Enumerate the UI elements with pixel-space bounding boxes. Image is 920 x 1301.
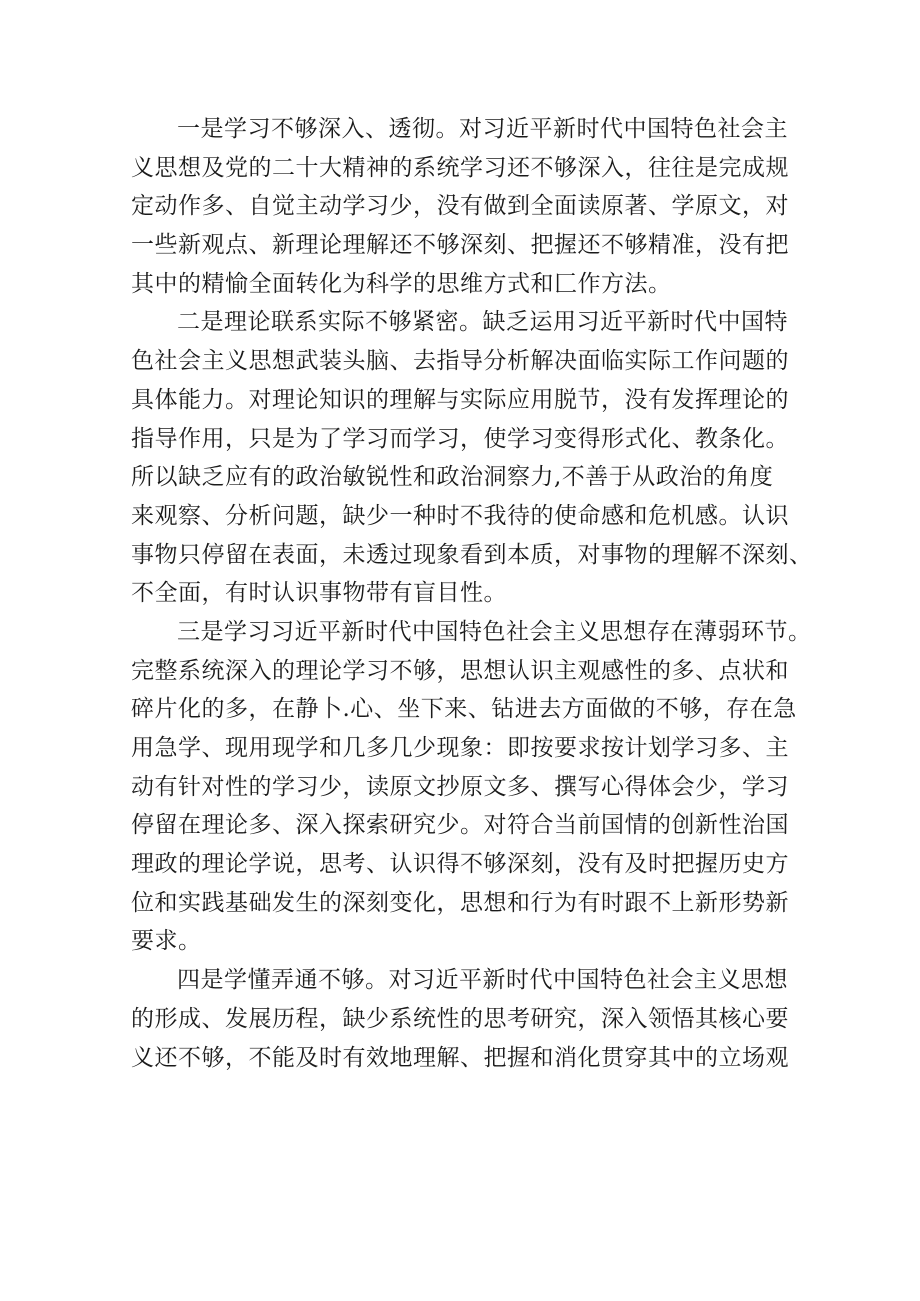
paragraph-line: 一是学习不够深入、透彻。对习近平新时代中国特色社会主 [177, 116, 788, 142]
paragraph-line: 具体能力。对理论知识的理解与实际应用脱节，没有发挥理论的 [131, 386, 789, 413]
paragraph-line: 其中的精愉全面转化为科学的思维方式和匚作方法。 [131, 270, 672, 297]
paragraph-2 [131, 303, 811, 613]
paragraph-4 [131, 961, 811, 1077]
paragraph-line: 四是学懂弄通不够。对习近平新时代中国特色社会主义思想 [177, 967, 788, 994]
paragraph-line: 停留在理论多、深入探索研究少。对符合当前国情的创新性治国 [131, 812, 789, 839]
paragraph-line: 二是理论联系实际不够紧密。缺乏运用习近平新时代中国特 [177, 309, 788, 336]
paragraph-line: 不全面，有时认识事物带有盲目性。 [131, 580, 507, 607]
paragraph-line: 义还不够，不能及时有效地理解、把握和消化贯穿其中的立场观 [131, 1044, 789, 1071]
paragraph-line: 色社会主义思想武装头脑、去指导分析解决面临实际工作问题的 [131, 348, 789, 375]
paragraph-line: 义思想及党的二十大精神的系统学习还不够深入，往往是完成规 [131, 154, 789, 181]
paragraph-line: 来观察、分析问题，缺少一种时不我待的使命感和危机感。认识 [131, 502, 789, 529]
paragraph-line: 三是学习习近平新时代中国特色社会主义思想存在薄弱环节。 [177, 618, 812, 645]
paragraph-line: 一些新观点、新理论理解还不够深刻、把握还不够精准，没有把 [131, 232, 789, 259]
paragraph-line: 位和实践基础发生的深刻变化，思想和行为有时跟不上新形势新 [131, 889, 789, 916]
paragraph-line: 碎片化的多，在静卜.心、坐下来、钻进去方面做的不够，存在急 [131, 696, 797, 723]
paragraph-line: 要求。 [131, 928, 202, 955]
paragraph-line: 事物只停留在表面，未透过现象看到本质，对事物的理解不深刻、 [131, 541, 813, 568]
paragraph-line: 用急学、现用现学和几多几少现象：即按要求按计划学习多、主 [131, 735, 789, 761]
paragraph-line: 理政的理论学说，思考、认识得不够深刻，没有及时把握历史方 [131, 851, 789, 878]
paragraph-line: 动有针对性的学习少，读原文抄原文多、撰写心得体会少，学习 [131, 773, 789, 800]
paragraph-line: 的形成、发展历程，缺少系统性的思考研究，深入领悟其核心要 [131, 1005, 789, 1032]
document-body [131, 110, 811, 1077]
paragraph-line: 完整系统深入的理论学习不够，思想认识主观感性的多、点状和 [131, 657, 789, 684]
paragraph-line: 定动作多、自觉主动学习少，没有做到全面读原著、学原文，对 [131, 193, 789, 220]
paragraph-line: 所以缺乏应有的政治敏锐性和政治洞察力,不善于从政治的角度 [131, 464, 774, 491]
paragraph-line: 指导作用，只是为了学习而学习，使学习变得形式化、教条化。 [131, 425, 789, 452]
paragraph-1 [131, 110, 811, 303]
paragraph-3 [131, 613, 811, 961]
